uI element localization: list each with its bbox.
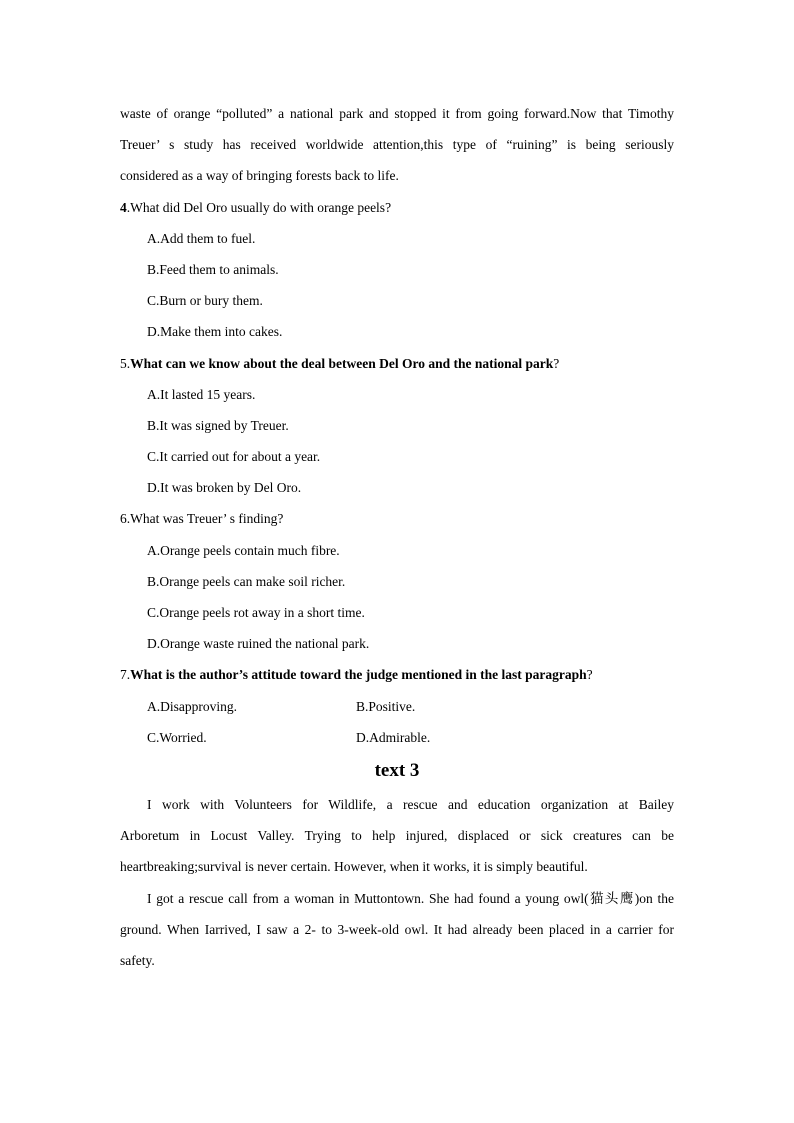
option-row (120, 722, 674, 753)
question-number: 7. (120, 667, 131, 683)
question-mark: ? (586, 667, 593, 683)
option-c: C.Burn or bury them. (147, 293, 263, 309)
paragraph-line: heartbreaking;survival is never certain. However, when it works, it is simply beautiful. (120, 859, 588, 875)
passage-line: waste of orange “polluted” a national park and stopped it from going forward.Now that Timothy (120, 106, 674, 121)
paragraph-line: I got a rescue call from a woman in Muttontown. She had found a young owl(猫头鹰)on the (147, 890, 674, 906)
option-a: A.Orange peels contain much fibre. (147, 542, 340, 558)
question-4 (120, 192, 674, 223)
passage-line: Treuer’ s study has received worldwide attention,this type of “ruining” is being seriously (120, 137, 674, 153)
question-mark: ? (553, 355, 560, 371)
option-row (120, 691, 674, 722)
option-d: D.Orange waste ruined the national park. (147, 636, 370, 652)
question-6: 6.What was Treuer’ s finding? (120, 511, 284, 527)
option-a: A.It lasted 15 years. (147, 386, 256, 402)
option-d: D.It was broken by Del Oro. (147, 480, 302, 496)
section-title: text 3 (374, 759, 420, 781)
paragraph-line: ground. When Iarrived, I saw a 2- to 3-week-old owl. It had already been placed in a carrier for (120, 921, 674, 937)
question-text: What can we know about the deal between Del Oro and the national park (130, 355, 554, 371)
option-b: B.Orange peels can make soil richer. (147, 573, 346, 589)
question-5 (120, 348, 674, 379)
option-d: D.Admirable. (356, 729, 431, 745)
paragraph-line: safety. (120, 952, 155, 968)
option-b: B.Feed them to animals. (147, 261, 279, 277)
option-a: A.Disapproving. (147, 698, 237, 714)
question-text: What is the author’s attitude toward the judge mentioned in the last paragraph (130, 667, 587, 683)
option-d: D.Make them into cakes. (147, 324, 283, 340)
option-c: C.It carried out for about a year. (147, 449, 321, 465)
question-7 (120, 659, 674, 690)
passage-line: considered as a way of bringing forests back to life. (120, 168, 399, 184)
question-number: 4 (120, 199, 127, 215)
paragraph-line: Arboretum in Locust Valley. Trying to help injured, displaced or sick creatures can be (120, 828, 674, 844)
option-c: C.Orange peels rot away in a short time. (147, 605, 365, 620)
document-page (120, 98, 674, 976)
option-b: B.It was signed by Treuer. (147, 417, 289, 433)
question-number: 5. (120, 355, 131, 371)
option-b: B.Positive. (356, 698, 416, 714)
option-a: A.Add them to fuel. (147, 230, 256, 246)
paragraph-line: I work with Volunteers for Wildlife, a rescue and education organization at Bailey (147, 796, 674, 812)
option-c: C.Worried. (147, 729, 207, 745)
question-text: .What did Del Oro usually do with orange peels? (126, 199, 392, 215)
